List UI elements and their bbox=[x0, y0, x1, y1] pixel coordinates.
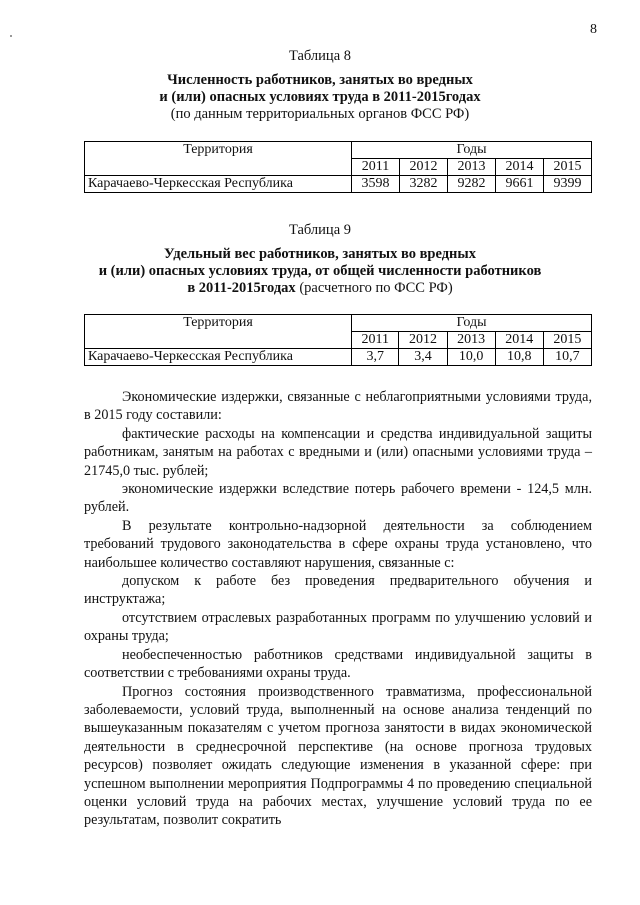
table8-value-2014: 9661 bbox=[496, 176, 544, 193]
table8-year-2015: 2015 bbox=[544, 159, 592, 176]
table8-year-2013: 2013 bbox=[448, 159, 496, 176]
table9-title-line-3-bold: в 2011-2015годах bbox=[187, 280, 296, 296]
table9-title-line-2: и (или) опасных условиях труда, от общей численности работников bbox=[98, 263, 542, 279]
paragraph: Прогноз состояния производственного травматизма, профессиональной заболеваемости, условий труда, выполненный на основе анализа тенденций по вышеуказанным показателям с учетом прогноза занятости в видах экономической деятельности в среднесрочной перспективе (на основе прогноза трудовых ресурсов) позволяет ожидать следующие изменения в указанной сфере: при успешном выполнении мероприятия Подпрограммы 4 по проведению специальной оценки условий труда на рабочих местах, улучшение условий труда по ее результатам, позволит сократить bbox=[84, 683, 592, 829]
table9-header-row bbox=[85, 315, 592, 332]
table8-header-territory: Территория bbox=[85, 142, 352, 176]
table-row bbox=[85, 176, 592, 193]
table8-header-row bbox=[85, 142, 592, 159]
table8-value-2011: 3598 bbox=[352, 176, 400, 193]
body-text bbox=[84, 388, 592, 830]
table8-caption: Таблица 8 bbox=[288, 48, 351, 64]
table9-value-2014: 10,8 bbox=[495, 349, 543, 366]
table9-value-2013: 10,0 bbox=[447, 349, 495, 366]
table9-year-2011: 2011 bbox=[352, 332, 399, 349]
paragraph: В результате контрольно-надзорной деятельности за соблюдением требований трудового законодательства в сфере охраны труда установлено, что наибольшее количество составляют нарушения, связанные с: bbox=[84, 517, 592, 571]
table8-value-2012: 3282 bbox=[400, 176, 448, 193]
table9-year-2013: 2013 bbox=[447, 332, 495, 349]
table8-year-2014: 2014 bbox=[496, 159, 544, 176]
table-row bbox=[85, 349, 592, 366]
table9-value-2015: 10,7 bbox=[543, 349, 591, 366]
page-number: 8 bbox=[590, 22, 597, 37]
table9-title-line-1: Удельный вес работников, занятых во вредных bbox=[164, 246, 476, 262]
paragraph: фактические расходы на компенсации и средства индивидуальной защиты работникам, занятым на работах с вредными и (или) опасными условиями труда – 21745,0 тыс. рублей; bbox=[84, 425, 592, 479]
table9-year-2015: 2015 bbox=[543, 332, 591, 349]
scan-speck bbox=[10, 35, 12, 37]
table8-title-line-2: и (или) опасных условиях труда в 2011-2015годах bbox=[159, 89, 481, 105]
paragraph: экономические издержки вследствие потерь рабочего времени - 124,5 млн. рублей. bbox=[84, 481, 592, 516]
paragraph: Экономические издержки, связанные с неблагоприятными условиями труда, в 2015 году составили: bbox=[84, 389, 592, 424]
table9-header-territory: Территория bbox=[85, 315, 352, 349]
table8-header-years: Годы bbox=[352, 142, 592, 159]
table8-year-2011: 2011 bbox=[352, 159, 400, 176]
table9-caption: Таблица 9 bbox=[288, 222, 351, 238]
paragraph: отсутствием отраслевых разработанных программ по улучшению условий и охраны труда; bbox=[84, 609, 592, 645]
table9-value-2011: 3,7 bbox=[352, 349, 399, 366]
table9 bbox=[84, 314, 592, 366]
table9-row-territory: Карачаево-Черкесская Республика bbox=[85, 349, 352, 366]
table8-year-2012: 2012 bbox=[400, 159, 448, 176]
table8 bbox=[84, 141, 592, 193]
table8-value-2013: 9282 bbox=[448, 176, 496, 193]
paragraph: допуском к работе без проведения предварительного обучения и инструктажа; bbox=[84, 573, 592, 608]
table9-year-2012: 2012 bbox=[399, 332, 447, 349]
table8-title-line-3: (по данным территориальных органов ФСС РФ) bbox=[170, 106, 470, 122]
table9-title-line-3 bbox=[0, 280, 640, 297]
table9-header-years: Годы bbox=[352, 315, 592, 332]
table9-title-line-3-normal: (расчетного по ФСС РФ) bbox=[295, 280, 453, 296]
paragraph: необеспеченностью работников средствами индивидуальной защиты в соответствии с требованиями охраны труда. bbox=[84, 646, 592, 682]
table8-value-2015: 9399 bbox=[544, 176, 592, 193]
table8-title-line-1: Численность работников, занятых во вредных bbox=[167, 72, 473, 88]
table8-row-territory: Карачаево-Черкесская Республика bbox=[85, 176, 352, 193]
table9-value-2012: 3,4 bbox=[399, 349, 447, 366]
table9-year-2014: 2014 bbox=[495, 332, 543, 349]
